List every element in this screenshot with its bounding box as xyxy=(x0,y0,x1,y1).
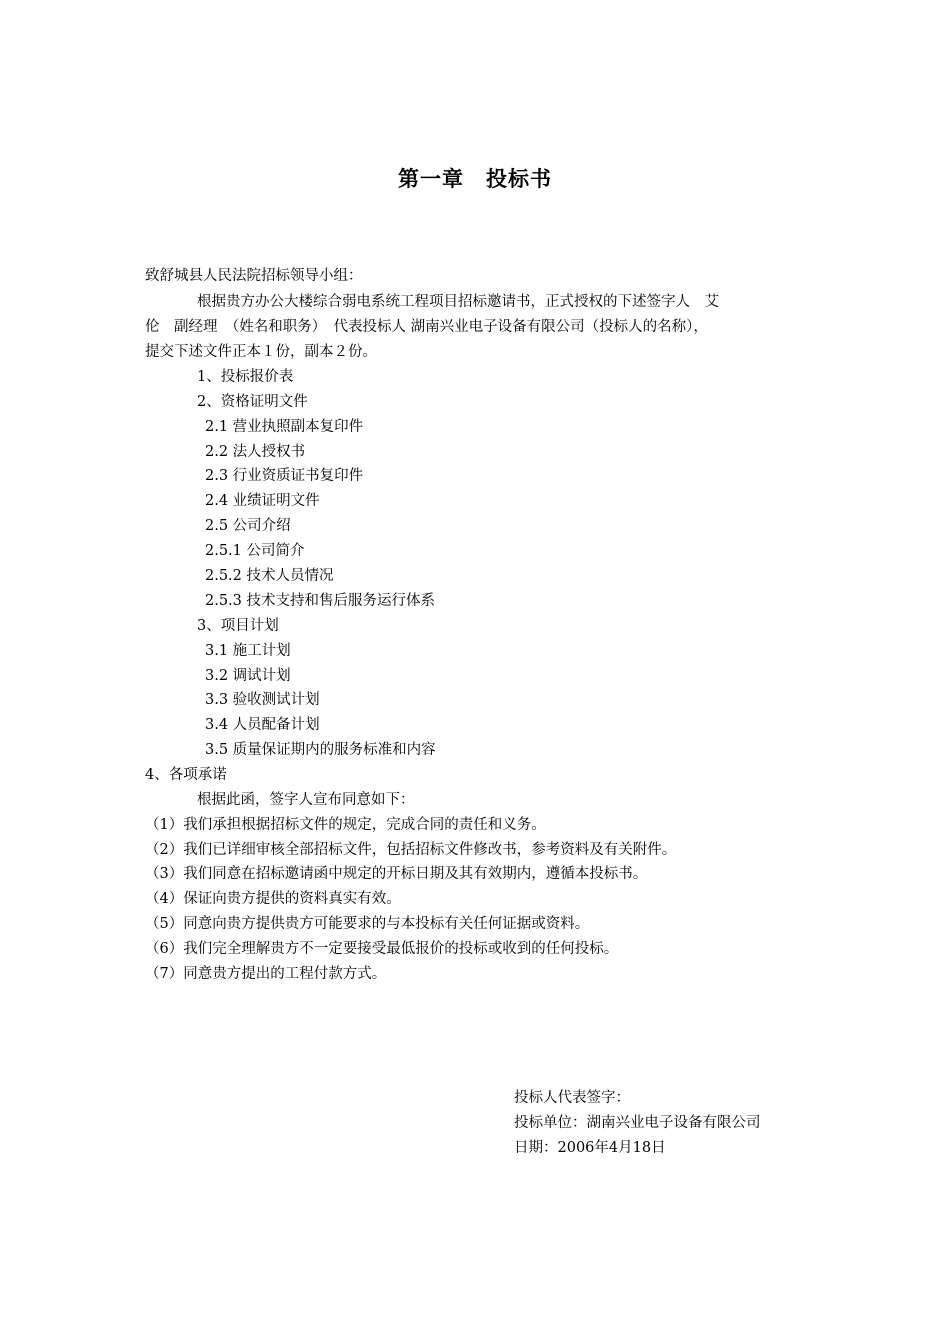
list-item: 3.1 施工计划 xyxy=(205,643,291,659)
intro-line-3: 提交下述文件正本１份，副本２份。 xyxy=(145,344,377,360)
list-item: 2、资格证明文件 xyxy=(197,394,308,410)
list-item: 2.2 法人授权书 xyxy=(205,444,306,460)
commitment-item: （4）保证向贵方提供的资料真实有效。 xyxy=(145,891,401,907)
list-item: 2.5.3 技术支持和售后服务运行体系 xyxy=(205,593,436,609)
commitments-heading: 4、各项承诺 xyxy=(145,767,227,783)
page-title: 第一章 投标书 xyxy=(398,167,552,191)
intro-line-1: 根据贵方办公大楼综合弱电系统工程项目招标邀请书，正式授权的下述签字人 艾 xyxy=(197,294,719,310)
list-item: 2.3 行业资质证书复印件 xyxy=(205,468,364,484)
list-item: 1、投标报价表 xyxy=(197,369,294,385)
commitment-item: （3）我们同意在招标邀请函中规定的开标日期及其有效期内，遵循本投标书。 xyxy=(145,866,648,882)
list-item: 3.2 调试计划 xyxy=(205,668,291,684)
list-item: 2.1 营业执照副本复印件 xyxy=(205,419,364,435)
commitment-item: （5）同意向贵方提供贵方可能要求的与本投标有关任何证据或资料。 xyxy=(145,916,590,932)
list-item: 3.4 人员配备计划 xyxy=(205,717,320,733)
list-item: 2.5 公司介绍 xyxy=(205,518,291,534)
commitment-item: （6）我们完全理解贵方不一定要接受最低报价的投标或收到的任何投标。 xyxy=(145,941,619,957)
list-item: 3.3 验收测试计划 xyxy=(205,692,320,708)
commitment-item: （7）同意贵方提出的工程付款方式。 xyxy=(145,966,387,982)
signature-rep: 投标人代表签字： xyxy=(514,1090,630,1106)
list-item: 2.4 业绩证明文件 xyxy=(205,493,320,509)
commitments-lead: 根据此函，签字人宣布同意如下： xyxy=(197,792,415,808)
list-item: 3.5 质量保证期内的服务标准和内容 xyxy=(205,742,436,758)
list-item: 2.5.1 公司简介 xyxy=(205,543,305,559)
commitment-item: （2）我们已详细审核全部招标文件，包括招标文件修改书，参考资料及有关附件。 xyxy=(145,842,677,858)
commitment-item: （1）我们承担根据招标文件的规定，完成合同的责任和义务。 xyxy=(145,817,546,833)
salutation: 致舒城县人民法院招标领导小组： xyxy=(145,268,363,284)
list-item: 3、项目计划 xyxy=(197,618,279,634)
signature-date: 日期：2006年4月18日 xyxy=(514,1140,666,1156)
signature-unit: 投标单位：湖南兴业电子设备有限公司 xyxy=(514,1115,761,1131)
list-item: 2.5.2 技术人员情况 xyxy=(205,568,334,584)
intro-line-2: 伦 副经理 （姓名和职务） 代表投标人 湖南兴业电子设备有限公司（投标人的名称）， xyxy=(145,319,708,335)
